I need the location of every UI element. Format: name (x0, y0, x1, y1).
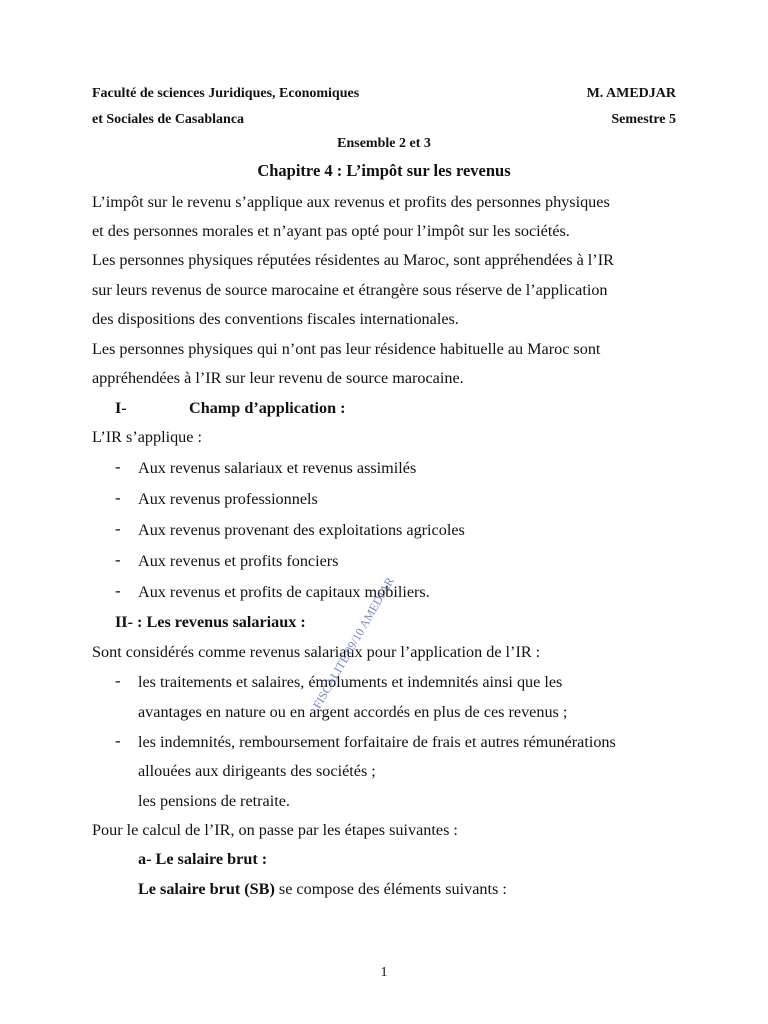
faculty-line-1: Faculté de sciences Juridiques, Economiques (92, 86, 360, 101)
group-label: Ensemble 2 et 3 (337, 136, 431, 151)
list-item: Aux revenus et profits fonciers (138, 552, 339, 570)
intro-line: et des personnes morales et n’ayant pas opté pour l’impôt sur les sociétés. (92, 222, 570, 240)
list-item: Aux revenus professionnels (138, 490, 318, 508)
list-bullet: - (115, 581, 121, 600)
salary-definition-rest: se compose des éléments suivants : (274, 880, 507, 898)
intro-line: appréhendées à l’IR sur leur revenu de source marocaine. (92, 369, 464, 387)
calc-intro: Pour le calcul de l’IR, on passe par les étapes suivantes : (92, 821, 458, 839)
list-item: Aux revenus provenant des exploitations agricoles (138, 521, 465, 539)
intro-line: Les personnes physiques réputées résidentes au Maroc, sont appréhendées à l’IR (92, 251, 614, 269)
list-bullet: - (115, 550, 121, 569)
subsection-a-title: a- Le salaire brut : (138, 850, 268, 868)
chapter-title: Chapitre 4 : L’impôt sur les revenus (257, 161, 511, 180)
list-item-line: avantages en nature ou en argent accordés en plus de ces revenus ; (138, 703, 568, 721)
list-item: Aux revenus et profits de capitaux mobiliers. (138, 583, 430, 601)
intro-line: Les personnes physiques qui n’ont pas leur résidence habituelle au Maroc sont (92, 340, 601, 358)
section-2-title: II- : Les revenus salariaux : (115, 613, 306, 631)
list-bullet: - (115, 671, 121, 690)
list-bullet: - (115, 731, 121, 750)
section-1-lead: L’IR s’applique : (92, 428, 202, 446)
page-number: 1 (380, 965, 388, 980)
section-1-number: I- (115, 399, 127, 417)
list-bullet: - (115, 457, 121, 476)
salary-term: Le salaire brut (SB) (138, 880, 275, 898)
author-name: M. AMEDJAR (586, 86, 676, 101)
intro-line: L’impôt sur le revenu s’applique aux revenus et profits des personnes physiques (92, 193, 610, 211)
intro-line: sur leurs revenus de source marocaine et étrangère sous réserve de l’application (92, 281, 608, 299)
semester-label: Semestre 5 (611, 112, 676, 127)
section-1-title: Champ d’application : (189, 399, 346, 417)
list-item-line: les traitements et salaires, émoluments et indemnités ainsi que les (138, 673, 563, 691)
section-2-lead: Sont considérés comme revenus salariaux pour l’application de l’IR : (92, 643, 541, 661)
salary-definition (138, 880, 507, 899)
list-item-line: les pensions de retraite. (138, 792, 290, 810)
list-item-line: les indemnités, remboursement forfaitaire de frais et autres rémunérations (138, 733, 616, 751)
list-bullet: - (115, 519, 121, 538)
watermark: FISCALITE 09/10 AMEDJAR (310, 574, 397, 711)
intro-line: des dispositions des conventions fiscales internationales. (92, 310, 459, 328)
list-item-line: allouées aux dirigeants des sociétés ; (138, 762, 376, 780)
list-item: Aux revenus salariaux et revenus assimilés (138, 459, 417, 477)
list-bullet: - (115, 488, 121, 507)
faculty-line-2: et Sociales de Casablanca (92, 112, 245, 127)
